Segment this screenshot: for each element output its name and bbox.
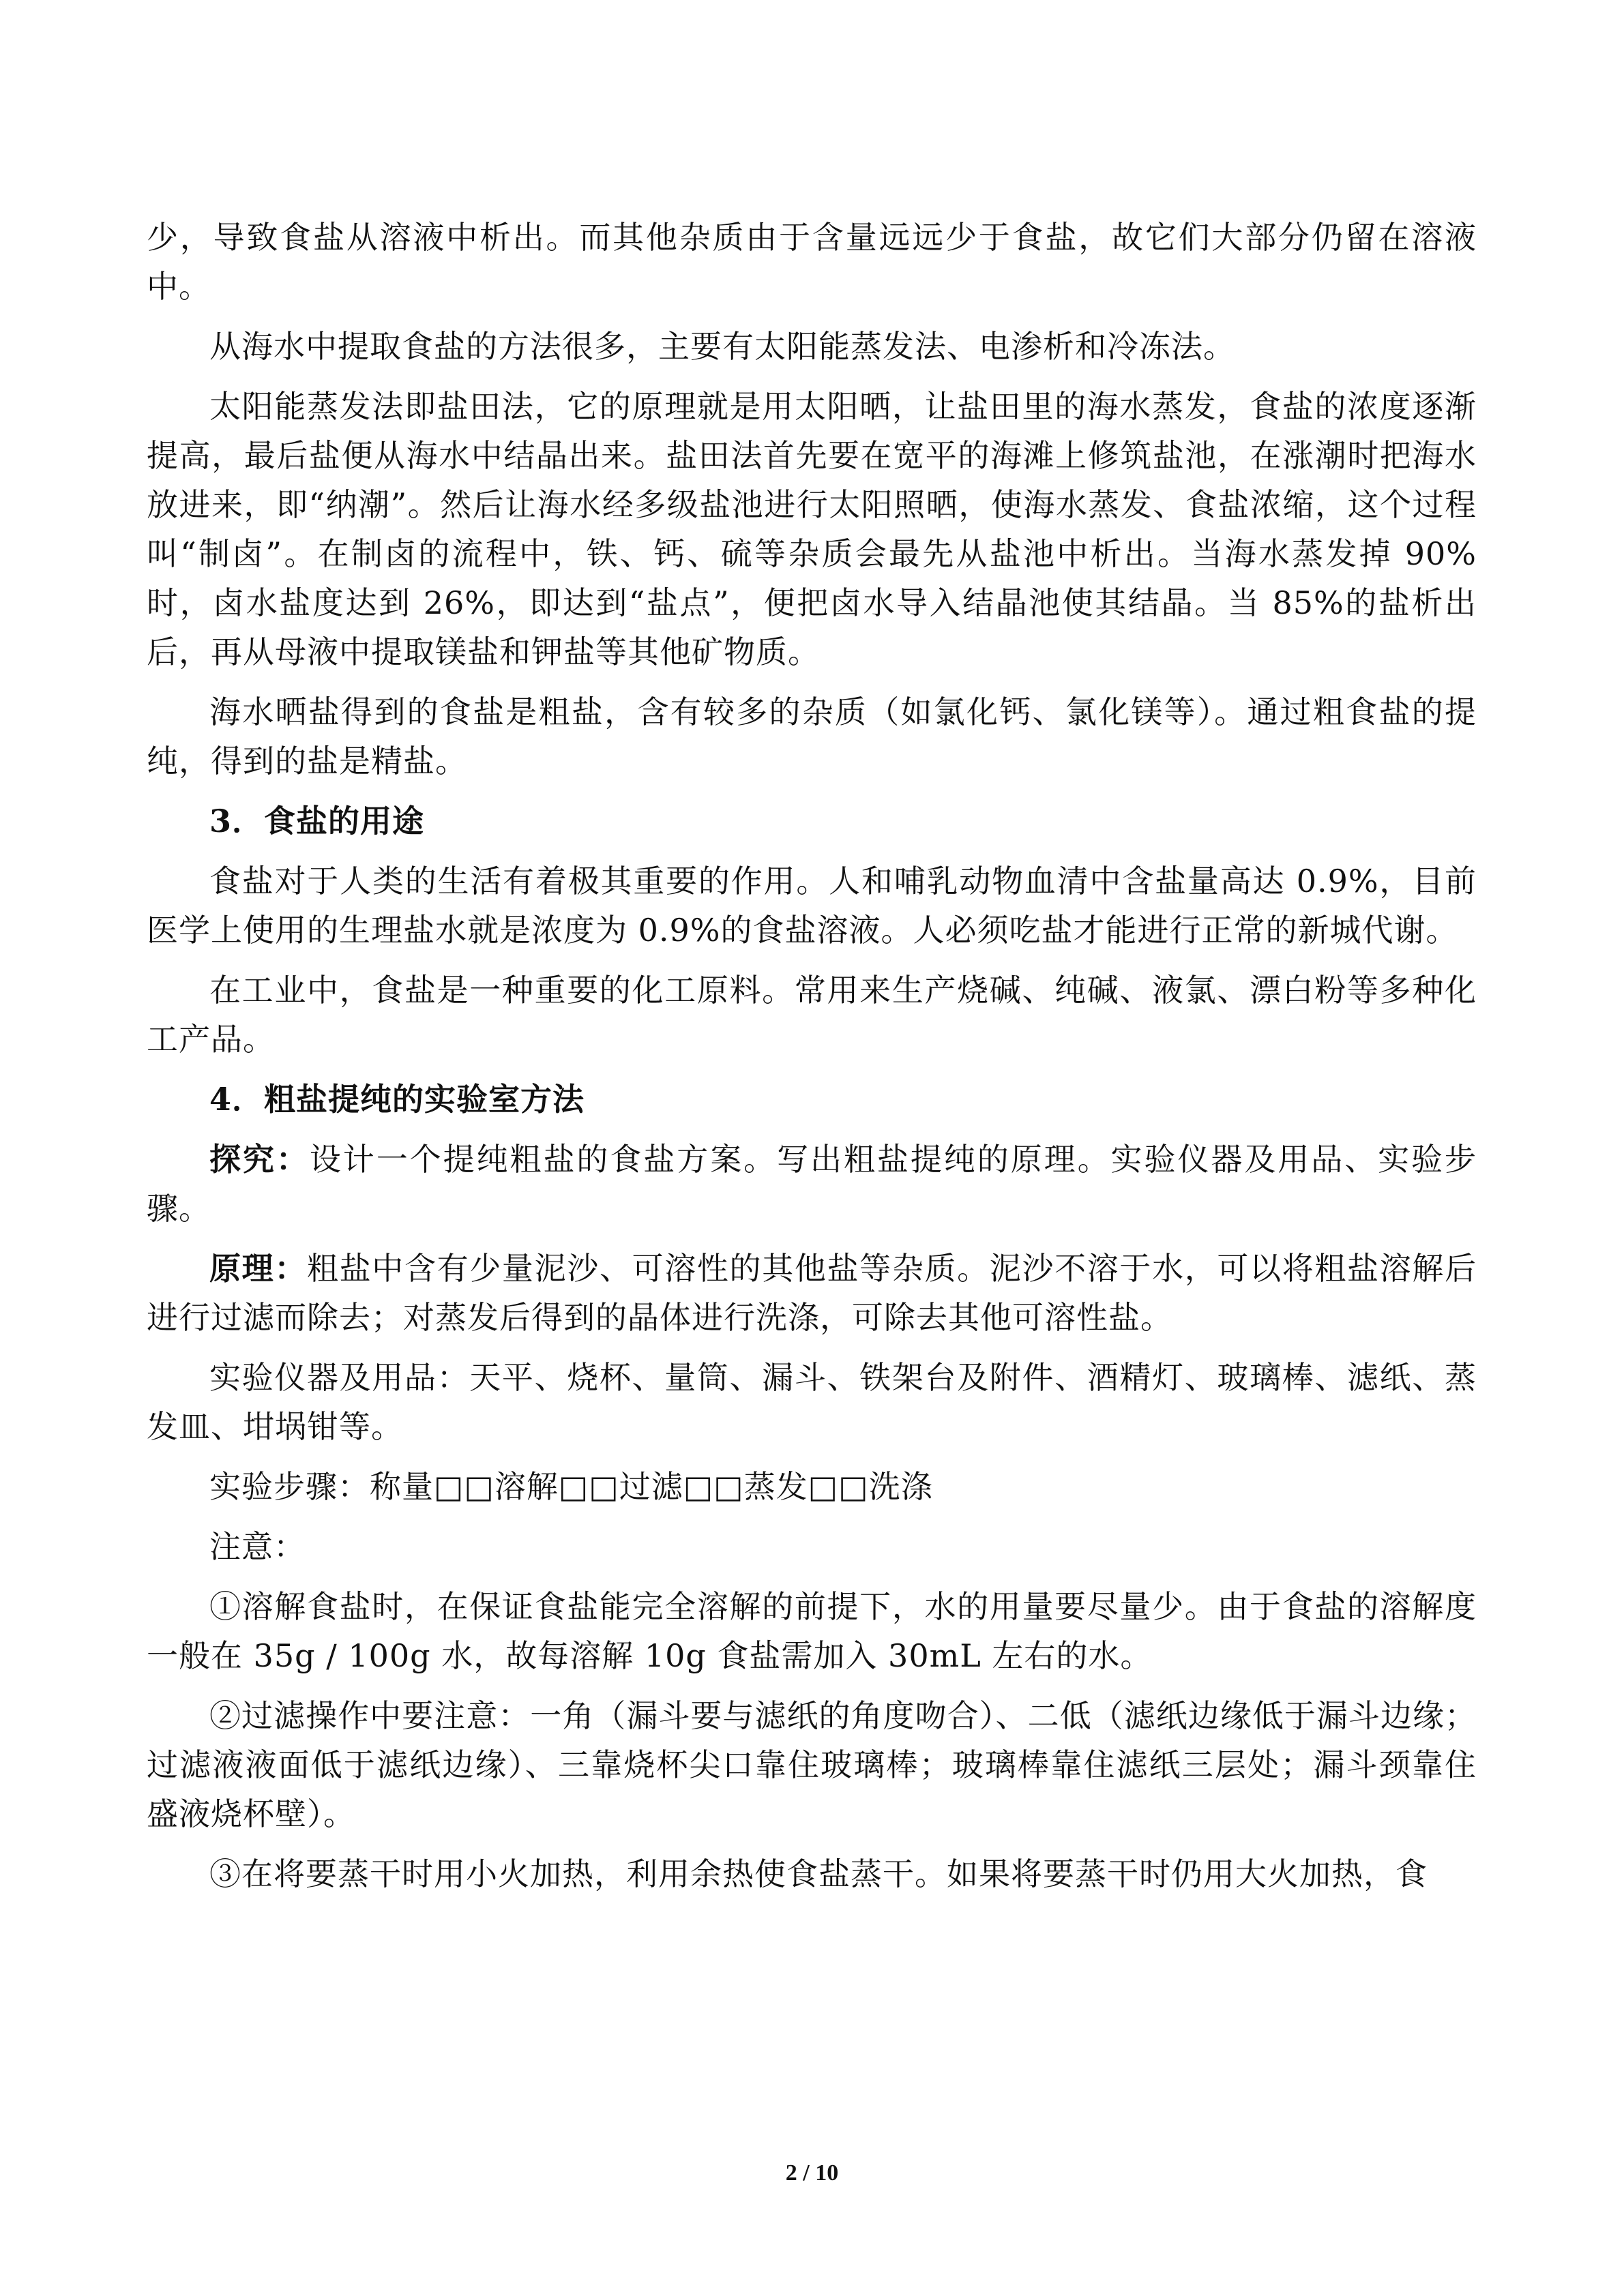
- paragraph-explore: [147, 1135, 1477, 1233]
- paragraph-physiology: 食盐对于人类的生活有着极其重要的作用。人和哺乳动物血清中含盐量高达 0.9%，目前医学上使用的生理盐水就是浓度为 0.9%的食盐溶液。人必须吃盐才能进行正常的新城代谢。: [147, 863, 1477, 949]
- paragraph-industry: 在工业中，食盐是一种重要的化工原料。常用来生产烧碱、纯碱、液氯、漂白粉等多种化工产品。: [147, 972, 1477, 1058]
- paragraph-equipment: 实验仪器及用品：天平、烧杯、量筒、漏斗、铁架台及附件、酒精灯、玻璃棒、滤纸、蒸发皿、坩埚钳等。: [147, 1359, 1477, 1445]
- paragraph-solar-evaporation: 太阳能蒸发法即盐田法，它的原理就是用太阳晒，让盐田里的海水蒸发，食盐的浓度逐渐提高，最后盐便从海水中结晶出来。盐田法首先要在宽平的海滩上修筑盐池，在涨潮时把海水放进来，即“纳潮”。然后让海水经多级盐池进行太阳照晒，使海水蒸发、食盐浓缩，这个过程叫“制卤”。在制卤的流程中，铁、钙、硫等杂质会最先从盐池中析出。当海水蒸发掉 90%时，卤水盐度达到 26%，即达到“盐点”，便把卤水导入结晶池使其结晶。当 85%的盐析出后，再从母液中提取镁盐和钾盐等其他矿物质。: [147, 388, 1477, 670]
- note-item-1: ①溶解食盐时，在保证食盐能完全溶解的前提下，水的用量要尽量少。由于食盐的溶解度一般在 35g / 100g 水，故每溶解 10g 食盐需加入 30mL 左右的水。: [147, 1588, 1477, 1674]
- section-heading-lab-method: 4．粗盐提纯的实验室方法: [209, 1081, 585, 1118]
- explore-text: 设计一个提纯粗盐的食盐方案。写出粗盐提纯的原理。实验仪器及用品、实验步骤。: [147, 1141, 1477, 1227]
- paragraph-notes-label: 注意：: [209, 1528, 306, 1565]
- page-body: [147, 213, 1477, 1909]
- explore-label: 探究：: [209, 1141, 310, 1178]
- note-item-3: ③在将要蒸干时用小火加热，利用余热使食盐蒸干。如果将要蒸干时仍用大火加热，食: [209, 1855, 1428, 1892]
- paragraph-crude-salt: 海水晒盐得到的食盐是粗盐，含有较多的杂质（如氯化钙、氯化镁等）。通过粗食盐的提纯，得到的盐是精盐。: [147, 694, 1477, 779]
- paragraph-principle: [147, 1244, 1477, 1342]
- page-number: 2 / 10: [785, 2160, 839, 2186]
- principle-text: 粗盐中含有少量泥沙、可溶性的其他盐等杂质。泥沙不溶于水，可以将粗盐溶解后进行过滤而除去；对蒸发后得到的晶体进行洗涤，可除去其他可溶性盐。: [147, 1250, 1477, 1336]
- principle-label: 原理：: [209, 1250, 307, 1287]
- paragraph-extraction-methods: 从海水中提取食盐的方法很多，主要有太阳能蒸发法、电渗析和冷冻法。: [209, 328, 1235, 365]
- note-item-2: ②过滤操作中要注意：一角（漏斗要与滤纸的角度吻合）、二低（滤纸边缘低于漏斗边缘；过滤液液面低于滤纸边缘）、三靠烧杯尖口靠住玻璃棒；玻璃棒靠住滤纸三层处；漏斗颈靠住盛液烧杯壁）。: [147, 1697, 1477, 1832]
- paragraph-steps: 实验步骤：称量□□溶解□□过滤□□蒸发□□洗涤: [209, 1468, 933, 1505]
- section-heading-salt-uses: 3．食盐的用途: [209, 803, 425, 839]
- paragraph-continuation: 少，导致食盐从溶液中析出。而其他杂质由于含量远远少于食盐，故它们大部分仍留在溶液中。: [147, 219, 1477, 305]
